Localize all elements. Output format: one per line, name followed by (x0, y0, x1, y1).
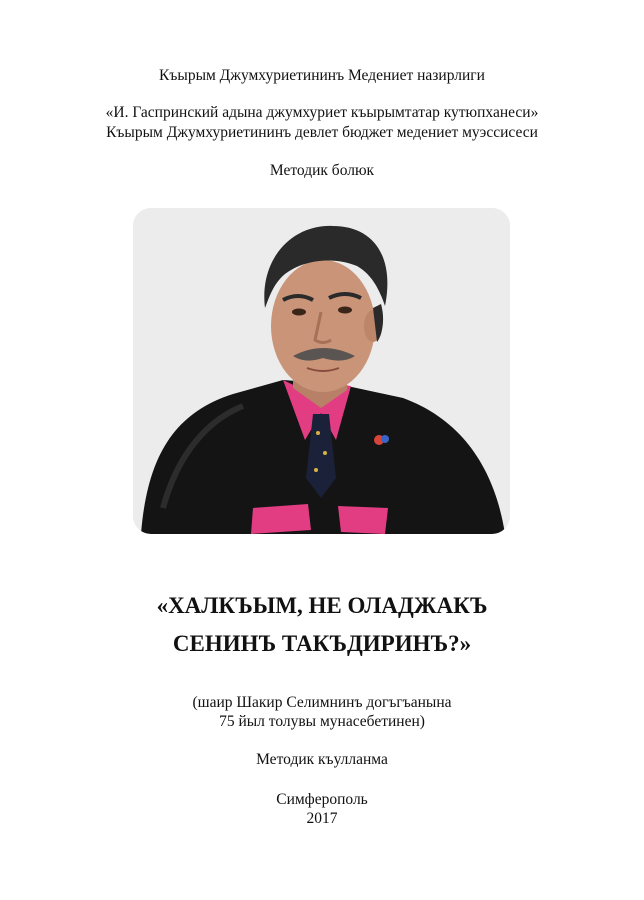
document-type: Методик къулланма (256, 751, 388, 768)
institution-line: Къырым Джумхуриетининъ девлет бюджет медениет муэссисеси (106, 124, 538, 141)
portrait-photo-icon (133, 208, 510, 534)
library-name-line: «И. Гаспринский адына джумхуриет къырымтатар кутюпханеси» (105, 104, 539, 121)
department-line: Методик болюк (269, 162, 375, 179)
subtitle-line-2: 75 йыл толувы мунасебетинен) (219, 713, 425, 730)
city: Симферополь (276, 791, 368, 808)
ministry-line: Къырым Джумхуриетининъ Медениет назирлиги (159, 67, 485, 84)
year: 2017 (306, 810, 338, 827)
title-line-1: «ХАЛКЪЫМ, НЕ ОЛАДЖАКЪ (156, 593, 488, 618)
subtitle-line-1: (шаир Шакир Селимнинъ догъгъанына (192, 694, 452, 711)
portrait-photo (133, 208, 510, 534)
title-line-2: СЕНИНЪ ТАКЪДИРИНЪ?» (172, 631, 472, 656)
